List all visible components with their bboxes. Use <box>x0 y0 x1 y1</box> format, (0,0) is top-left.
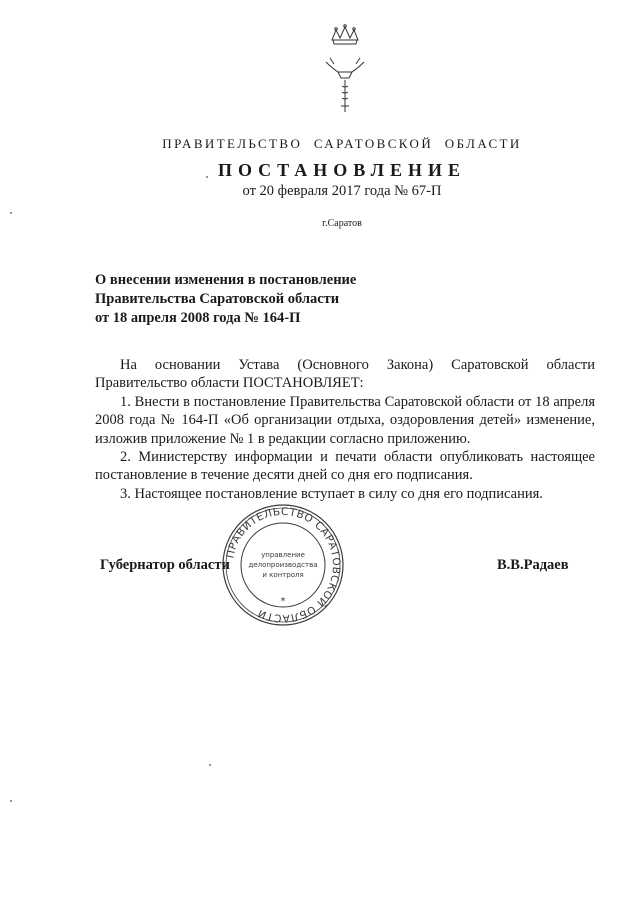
stamp-inner-line: управление <box>261 551 305 559</box>
official-stamp <box>221 503 345 627</box>
body-paragraph-2: 2. Министерству информации и печати области опубликовать настоящее постановление в течение десяти дней со дня его подписания. <box>95 449 595 484</box>
subject-line: от 18 апреля 2008 года № 164-П <box>95 310 301 326</box>
stamp-inner-line: делопроизводства <box>248 561 318 569</box>
subject-line: О внесении изменения в постановление <box>95 272 357 288</box>
signature-role: Губернатор области <box>100 557 230 573</box>
coat-of-arms-icon <box>318 22 372 118</box>
stamp-star-icon: * <box>280 596 286 607</box>
body-paragraph-1: 1. Внести в постановление Правительства Саратовской области от 18 апреля 2008 года № 164-П «Об организации отдыха, оздоровления детей» изменение, изложив приложение № 1 в редакции согласно приложению. <box>95 393 595 447</box>
scan-speck <box>10 212 12 214</box>
stamp-inner-line: и контроля <box>262 571 304 579</box>
body-paragraph-3: 3. Настоящее постановление вступает в силу со дня его подписания. <box>120 485 543 502</box>
document-place: г.Саратов <box>322 218 362 229</box>
subject-line: Правительства Саратовской области <box>95 291 340 307</box>
scan-speck <box>10 800 12 802</box>
document-subject <box>95 271 495 328</box>
document-type: ПОСТАНОВЛЕНИЕ <box>217 160 467 180</box>
stamp-outer-text: ПРАВИТЕЛЬСТВО САРАТОВСКОЙ ОБЛАСТИ <box>224 505 343 625</box>
document-body <box>95 356 595 503</box>
government-title: ПРАВИТЕЛЬСТВО САРАТОВСКОЙ ОБЛАСТИ <box>162 136 522 151</box>
body-paragraph-preamble: На основании Устава (Основного Закона) Саратовской области Правительство области ПОСТАНОВЛЯЕТ: <box>95 357 595 392</box>
scan-speck <box>209 764 211 766</box>
signature-name: В.В.Радаев <box>497 557 569 573</box>
scan-speck <box>206 176 208 178</box>
document-date-number: от 20 февраля 2017 года № 67-П <box>242 183 442 199</box>
